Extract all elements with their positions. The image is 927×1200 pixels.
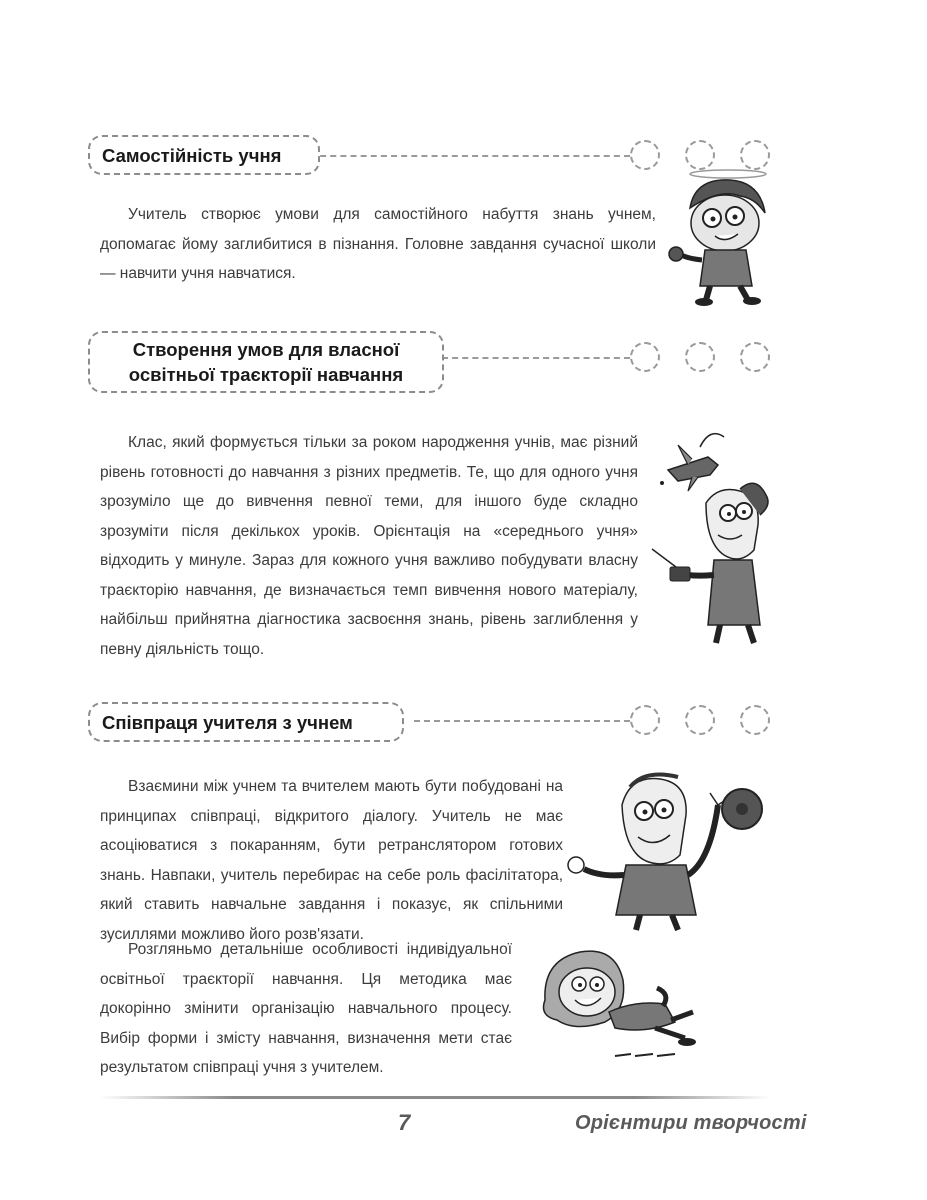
paragraph-text: Клас, який формується тільки за роком народження учнів, має різний рівень готовності до навчання з різних предметів. Те, що для одного учня зрозуміло ще до вивчення певної теми, для іншого буде складно зрозуміти після декількох уроків. Орієнтація на «середнього учня» відходить у минуле. Зараз для кожного учня важливо побудувати власну траєкторію навчання, де визначається темп вивчення нового матеріалу, найбільш прийнятна діагностика засвоєння знань, рівень заглиблення у певну діяльність тощо.	[100, 434, 638, 658]
section-heading	[88, 702, 404, 742]
section-paragraph	[100, 200, 656, 289]
section-paragraph-2	[100, 935, 512, 1083]
heading-text-line-2: освітньої траєкторії навчання	[128, 364, 404, 385]
heading-text-line-1: Створення умов для власної	[132, 339, 400, 360]
footer-rule	[100, 1096, 770, 1099]
decorative-circles	[630, 342, 770, 372]
section-heading	[88, 331, 444, 393]
dashed-circle	[740, 342, 770, 372]
page-number: 7	[398, 1110, 411, 1135]
dashed-circle	[740, 140, 770, 170]
heading-connector-line	[442, 357, 630, 359]
teacher-with-gong-illustration	[560, 765, 780, 935]
decorative-circles	[630, 705, 770, 735]
paragraph-text: Учитель створює умови для самостійного набуття знань учнем, допомагає йому заглибитися в пізнання. Головне завдання сучасної школи — навчити учня навчатися.	[100, 206, 656, 282]
decorative-circles	[630, 140, 770, 170]
running-title: Орієнтири творчості	[575, 1112, 807, 1134]
dashed-circle	[630, 705, 660, 735]
dashed-circle	[630, 140, 660, 170]
teacher-with-remote-plane-illustration	[648, 425, 778, 650]
section-paragraph	[100, 772, 563, 949]
running-girl-illustration	[535, 940, 715, 1070]
paragraph-text: Взаємини між учнем та вчителем мають бути побудовані на принципах співпраці, відкритого діалогу. Учитель не має асоціюватися з покаранням, бути ретранслятором готових знань. Навпаки, учитель перебирає на себе роль фасілітатора, який ставить навчальне завдання і показує, як спільними зусиллями можливо його розв'язати.	[100, 778, 563, 943]
dashed-circle	[685, 705, 715, 735]
dashed-circle	[685, 140, 715, 170]
section-paragraph	[100, 428, 638, 664]
dashed-circle	[630, 342, 660, 372]
section-heading	[88, 135, 320, 175]
dashed-circle	[685, 342, 715, 372]
student-boy-illustration	[660, 168, 780, 308]
heading-text: Самостійність учня	[102, 144, 282, 166]
heading-text: Співпраця учителя з учнем	[102, 711, 353, 733]
dashed-circle	[740, 705, 770, 735]
paragraph-text: Розгляньмо детальніше особливості індивідуальної освітньої траєкторії навчання. Ця методика має докорінно змінити організацію навчального процесу. Вибір форми і змісту навчання, визначення мети стає результатом співпраці учня з учителем.	[100, 941, 512, 1076]
heading-connector-line	[414, 720, 630, 722]
heading-connector-line	[310, 155, 630, 157]
